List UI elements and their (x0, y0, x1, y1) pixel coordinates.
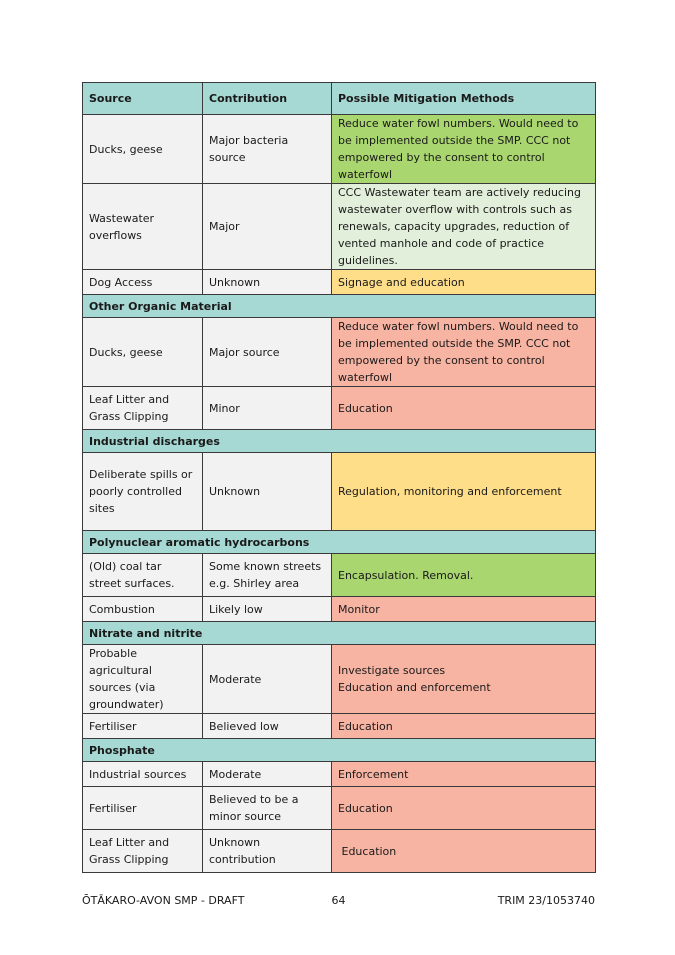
section-row (83, 295, 596, 318)
mitigation-cell: CCC Wastewater team are actively reducing wastewater overflow with controls such as renewals, capacity upgrades, reduction of vented manhole and code of practice guidelines. (332, 184, 596, 270)
mitigation-cell: Encapsulation. Removal. (332, 554, 596, 597)
contribution-cell: Major (203, 184, 332, 270)
contribution-cell: Major source (203, 318, 332, 387)
table-row (83, 387, 596, 430)
section-title: Nitrate and nitrite (83, 622, 596, 645)
mitigation-cell: Regulation, monitoring and enforcement (332, 453, 596, 531)
mitigation-cell: Education (332, 830, 596, 873)
contribution-cell: Moderate (203, 645, 332, 714)
mitigation-cell: Education (332, 787, 596, 830)
section-title: Polynuclear aromatic hydrocarbons (83, 531, 596, 554)
mitigation-cell: Reduce water fowl numbers. Would need to be implemented outside the SMP. CCC not empowered by the consent to control waterfowl (332, 318, 596, 387)
table-header-row (83, 83, 596, 115)
contribution-cell: Unknown (203, 270, 332, 295)
page-footer (82, 893, 595, 909)
table-row (83, 645, 596, 714)
mitigation-cell: Education (332, 714, 596, 739)
source-cell: Fertiliser (83, 787, 203, 830)
source-cell: Leaf Litter and Grass Clipping (83, 830, 203, 873)
section-title: Other Organic Material (83, 295, 596, 318)
contribution-cell: Some known streets e.g. Shirley area (203, 554, 332, 597)
mitigation-cell: Signage and education (332, 270, 596, 295)
header-contribution: Contribution (203, 83, 332, 115)
table-row (83, 184, 596, 270)
table-row (83, 115, 596, 184)
section-title: Phosphate (83, 739, 596, 762)
source-cell: Dog Access (83, 270, 203, 295)
source-cell: Fertiliser (83, 714, 203, 739)
contribution-cell: Moderate (203, 762, 332, 787)
table-row (83, 787, 596, 830)
section-row (83, 430, 596, 453)
contribution-cell: Unknown (203, 453, 332, 531)
header-mitigation: Possible Mitigation Methods (332, 83, 596, 115)
table-row (83, 830, 596, 873)
contribution-cell: Unknown contribution (203, 830, 332, 873)
contribution-cell: Believed to be a minor source (203, 787, 332, 830)
footer-document-title: ŌTĀKARO-AVON SMP - DRAFT (82, 894, 245, 907)
mitigation-cell: Investigate sources Education and enforcement (332, 645, 596, 714)
footer-page-number: 64 (331, 894, 346, 907)
section-row (83, 622, 596, 645)
source-cell: Ducks, geese (83, 115, 203, 184)
source-cell: Wastewater overflows (83, 184, 203, 270)
contribution-cell: Likely low (203, 597, 332, 622)
source-cell: Combustion (83, 597, 203, 622)
footer-trim-reference: TRIM 23/1053740 (497, 894, 595, 907)
table-row (83, 597, 596, 622)
contribution-cell: Minor (203, 387, 332, 430)
section-row (83, 739, 596, 762)
source-cell: Industrial sources (83, 762, 203, 787)
table-row (83, 554, 596, 597)
table-row (83, 453, 596, 531)
section-title: Industrial discharges (83, 430, 596, 453)
header-source: Source (83, 83, 203, 115)
source-cell: Ducks, geese (83, 318, 203, 387)
section-row (83, 531, 596, 554)
table-row (83, 762, 596, 787)
table-row (83, 318, 596, 387)
source-cell: Probable agricultural sources (via groundwater) (83, 645, 203, 714)
mitigation-cell: Reduce water fowl numbers. Would need to be implemented outside the SMP. CCC not empowered by the consent to control waterfowl (332, 115, 596, 184)
table-row (83, 270, 596, 295)
mitigation-cell: Monitor (332, 597, 596, 622)
contribution-cell: Major bacteria source (203, 115, 332, 184)
table-row (83, 714, 596, 739)
contribution-cell: Believed low (203, 714, 332, 739)
mitigation-table (82, 82, 596, 873)
mitigation-cell: Enforcement (332, 762, 596, 787)
source-cell: Deliberate spills or poorly controlled sites (83, 453, 203, 531)
mitigation-cell: Education (332, 387, 596, 430)
source-cell: (Old) coal tar street surfaces. (83, 554, 203, 597)
source-cell: Leaf Litter and Grass Clipping (83, 387, 203, 430)
